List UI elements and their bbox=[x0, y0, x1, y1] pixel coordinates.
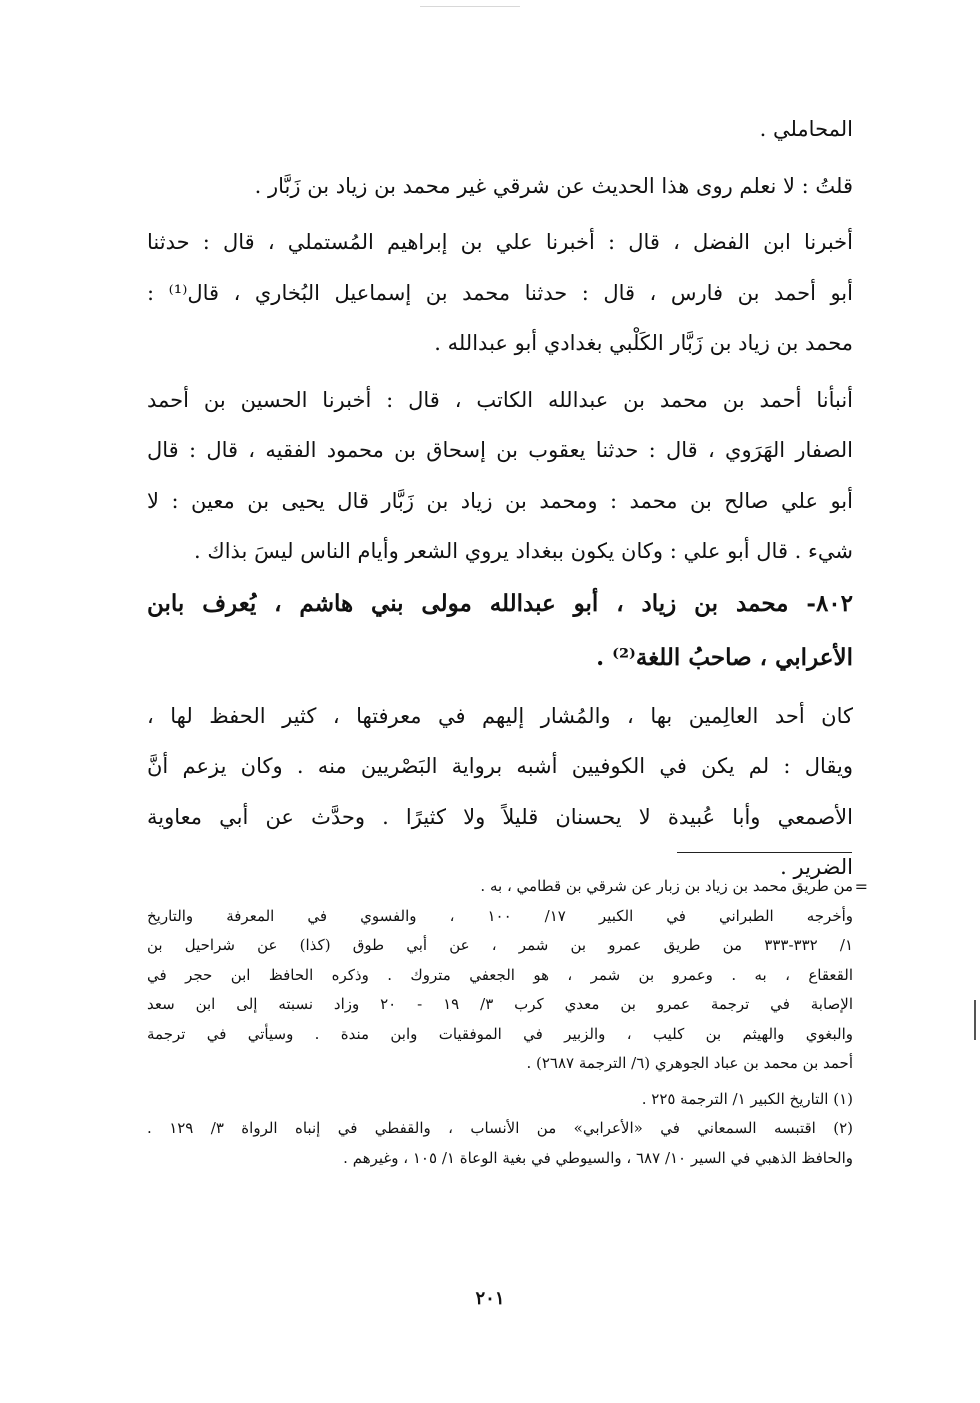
footnote-1: (١) التاريخ الكبير ١/ الترجمة ٢٢٥ . bbox=[641, 1089, 853, 1108]
footnote-line: من طريق محمد بن زياد بن زبار عن شرقي بن قطامي ، به . bbox=[480, 877, 853, 895]
text-line: كان أحد العالِمين بها ، والمُشار إليهم في معرفتها ، كثير الحفظ لها ، bbox=[147, 703, 853, 728]
footnote-line: القعقاع ، به . وعمرو بن شمر ، هو الجعفي متروك . وذكره الحافظ ابن حجر في bbox=[147, 965, 853, 984]
text-line: أنبأنا أحمد بن محمد بن عبدالله الكاتب ، قال : أخبرنا الحسين بن أحمد bbox=[147, 387, 853, 412]
scan-margin-mark bbox=[974, 1000, 976, 1040]
heading-line: الأعرابي ، صاحبُ اللغة⁽²⁾ . bbox=[596, 643, 853, 671]
text-line: الصفار الهَرَوي ، قال : حدثنا يعقوب بن إسحاق بن محمود الفقيه ، قال : قال bbox=[147, 438, 853, 462]
footnote-2-continued: والحافظ الذهبي في السير ١٠/ ٦٨٧ ، والسيوطي في بغية الوعاة ١/ ١٠٥ ، وغيرهم . bbox=[343, 1148, 853, 1167]
main-text bbox=[147, 104, 853, 893]
footnote-line: والبغوي والهيثم بن كليب ، والزبير في الموفقيات وابن مندة . وسيأتي في ترجمة bbox=[147, 1024, 853, 1043]
heading-line: ٨٠٢- محمد بن زياد ، أبو عبدالله مولى بني هاشم ، يُعرف بابن bbox=[147, 589, 853, 617]
footnote-line: الإصابة في ترجمة عمرو بن معدي كرب ٣/ ١٩ - ٢٠ وزاد نسبته إلى ابن سعد bbox=[147, 995, 853, 1013]
footnote-line: وأخرجه الطبراني في الكبير ١٧/ ١٠٠ ، والفسوي في المعرفة والتاريخ bbox=[147, 906, 853, 925]
text-line: أبو أحمد بن فارس ، قال : حدثنا محمد بن إسماعيل البُخاري ، قال⁽¹⁾ : bbox=[147, 280, 853, 305]
footnote-2: (٢) اقتبسه السمعاني في «الأعرابي» من الأنساب ، والقفطي في إنباه الرواة ٣/ ١٢٩ . bbox=[147, 1119, 853, 1137]
footnotes bbox=[147, 872, 853, 1173]
text-line: شيء . قال أبو علي : وكان يكون ببغداد يروي الشعر وأيام الناس ليسَ بذاك . bbox=[194, 539, 853, 563]
page-number: ٢٠١ bbox=[475, 1288, 505, 1309]
text-line: أبو علي صالح بن محمد : ومحمد بن زياد بن زَبَّار قال يحيى بن معين : لا bbox=[147, 488, 853, 513]
footnote-line: ١/ ٣٣٢-٣٣٣ من طريق عمرو بن شمر ، عن أبي طوق (كذا) عن شراحيل بن bbox=[147, 936, 853, 954]
text-line: أخبرنا ابن الفضل ، قال : أخبرنا علي بن إبراهيم المُستملي ، قال : حدثنا bbox=[147, 230, 853, 254]
text-line: ويقال : لم يكن في الكوفيين أشبه برواية البَصْريين منه . وكان يزعم أنَّ bbox=[147, 754, 853, 778]
entry-heading bbox=[147, 577, 853, 685]
footnote-line: أحمد بن محمد بن عباد الجوهري (٦/ الترجمة ٢٦٨٧) . bbox=[526, 1054, 853, 1072]
text-line: محمد بن زياد بن زَبَّار الكَلْبي بغدادي أبو عبدالله . bbox=[434, 331, 853, 355]
scan-edge-mark bbox=[420, 6, 520, 7]
text-line: الضرير . bbox=[780, 855, 853, 879]
text-line: الأصمعي وأبا عُبيدة لا يحسنان قليلاً ولا كثيرًا . وحدَّث عن أبي معاوية bbox=[147, 804, 853, 829]
text-line: المحاملي . bbox=[759, 117, 853, 141]
footnote-separator bbox=[677, 852, 852, 853]
footnote-continuation-marker: = bbox=[854, 877, 868, 896]
text-line: قلتُ : لا نعلم روى هذا الحديث عن شرقي غير محمد بن زياد بن زَبَّار . bbox=[254, 173, 853, 198]
